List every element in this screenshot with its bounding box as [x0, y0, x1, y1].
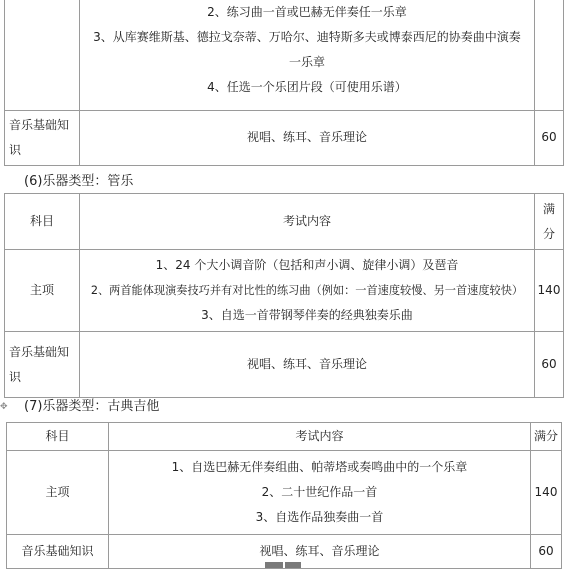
content-cell: 视唱、练耳、音乐理论 — [80, 332, 535, 398]
move-handle-icon[interactable]: ✥ — [0, 402, 8, 412]
content-line: 1、24 个大小调音阶（包括和声小调、旋律小调）及琶音 — [155, 258, 459, 272]
content-line: 1、自选巴赫无伴奏组曲、帕蒂塔或奏鸣曲中的一个乐章 — [171, 460, 468, 474]
section-heading-woodwind: (6)乐器类型：管乐 — [24, 174, 134, 189]
score-cell: 60 — [535, 110, 564, 165]
header-content: 考试内容 — [109, 423, 531, 451]
table-double-bass-continued — [4, 0, 564, 166]
header-subject: 科目 — [7, 423, 109, 451]
header-content: 考试内容 — [80, 194, 535, 250]
table-header-row — [7, 423, 562, 451]
content-line: 2、练习曲一首或巴赫无伴奏任一乐章 — [207, 5, 407, 19]
score-cell: 140 — [535, 250, 564, 332]
table-row — [5, 0, 564, 110]
subject-cell — [5, 0, 80, 110]
content-cell: 视唱、练耳、音乐理论 — [109, 535, 531, 569]
content-line: 3、自选一首带钢琴伴奏的经典独奏乐曲 — [201, 308, 413, 322]
subject-label: 音乐基础知识 — [9, 117, 70, 157]
header-subject: 科目 — [5, 194, 80, 250]
table-row — [7, 535, 562, 569]
subject-label: 音乐基础知识 — [9, 344, 70, 384]
content-cell: 视唱、练耳、音乐理论 — [80, 110, 535, 165]
content-line: 2、二十世纪作品一首 — [261, 485, 378, 499]
table-row — [7, 451, 562, 535]
header-score: 满分 — [535, 194, 564, 250]
subject-cell — [5, 332, 80, 398]
score-cell — [535, 0, 564, 110]
table-classical-guitar — [6, 422, 562, 569]
scrollbar-thumb[interactable] — [285, 562, 301, 568]
content-line: 2、两首能体现演奏技巧并有对比性的练习曲（例如：一首速度较慢、另一首速度较快） — [90, 284, 524, 297]
content-line: 3、从库赛维斯基、德拉戈奈蒂、万哈尔、迪特斯多夫或博泰西尼的协奏曲中演奏一乐章 — [93, 30, 521, 69]
content-line: 4、任选一个乐团片段（可使用乐谱） — [207, 80, 407, 94]
table-header-row — [5, 194, 564, 250]
score-cell: 60 — [531, 535, 562, 569]
scrollbar-thumb[interactable] — [265, 562, 283, 568]
score-cell: 60 — [535, 332, 564, 398]
subject-cell: 主项 — [7, 451, 109, 535]
header-score: 满分 — [531, 423, 562, 451]
content-cell — [80, 0, 535, 110]
subject-cell: 主项 — [5, 250, 80, 332]
table-woodwind — [4, 193, 564, 398]
subject-cell: 音乐基础知识 — [7, 535, 109, 569]
table-row — [5, 332, 564, 398]
section-heading-classical-guitar: (7)乐器类型：古典吉他 — [24, 399, 160, 414]
table-row — [5, 110, 564, 165]
content-cell — [80, 250, 535, 332]
score-cell: 140 — [531, 451, 562, 535]
subject-cell — [5, 110, 80, 165]
content-line: 3、自选作品独奏曲一首 — [255, 510, 384, 524]
content-cell — [109, 451, 531, 535]
table-row — [5, 250, 564, 332]
